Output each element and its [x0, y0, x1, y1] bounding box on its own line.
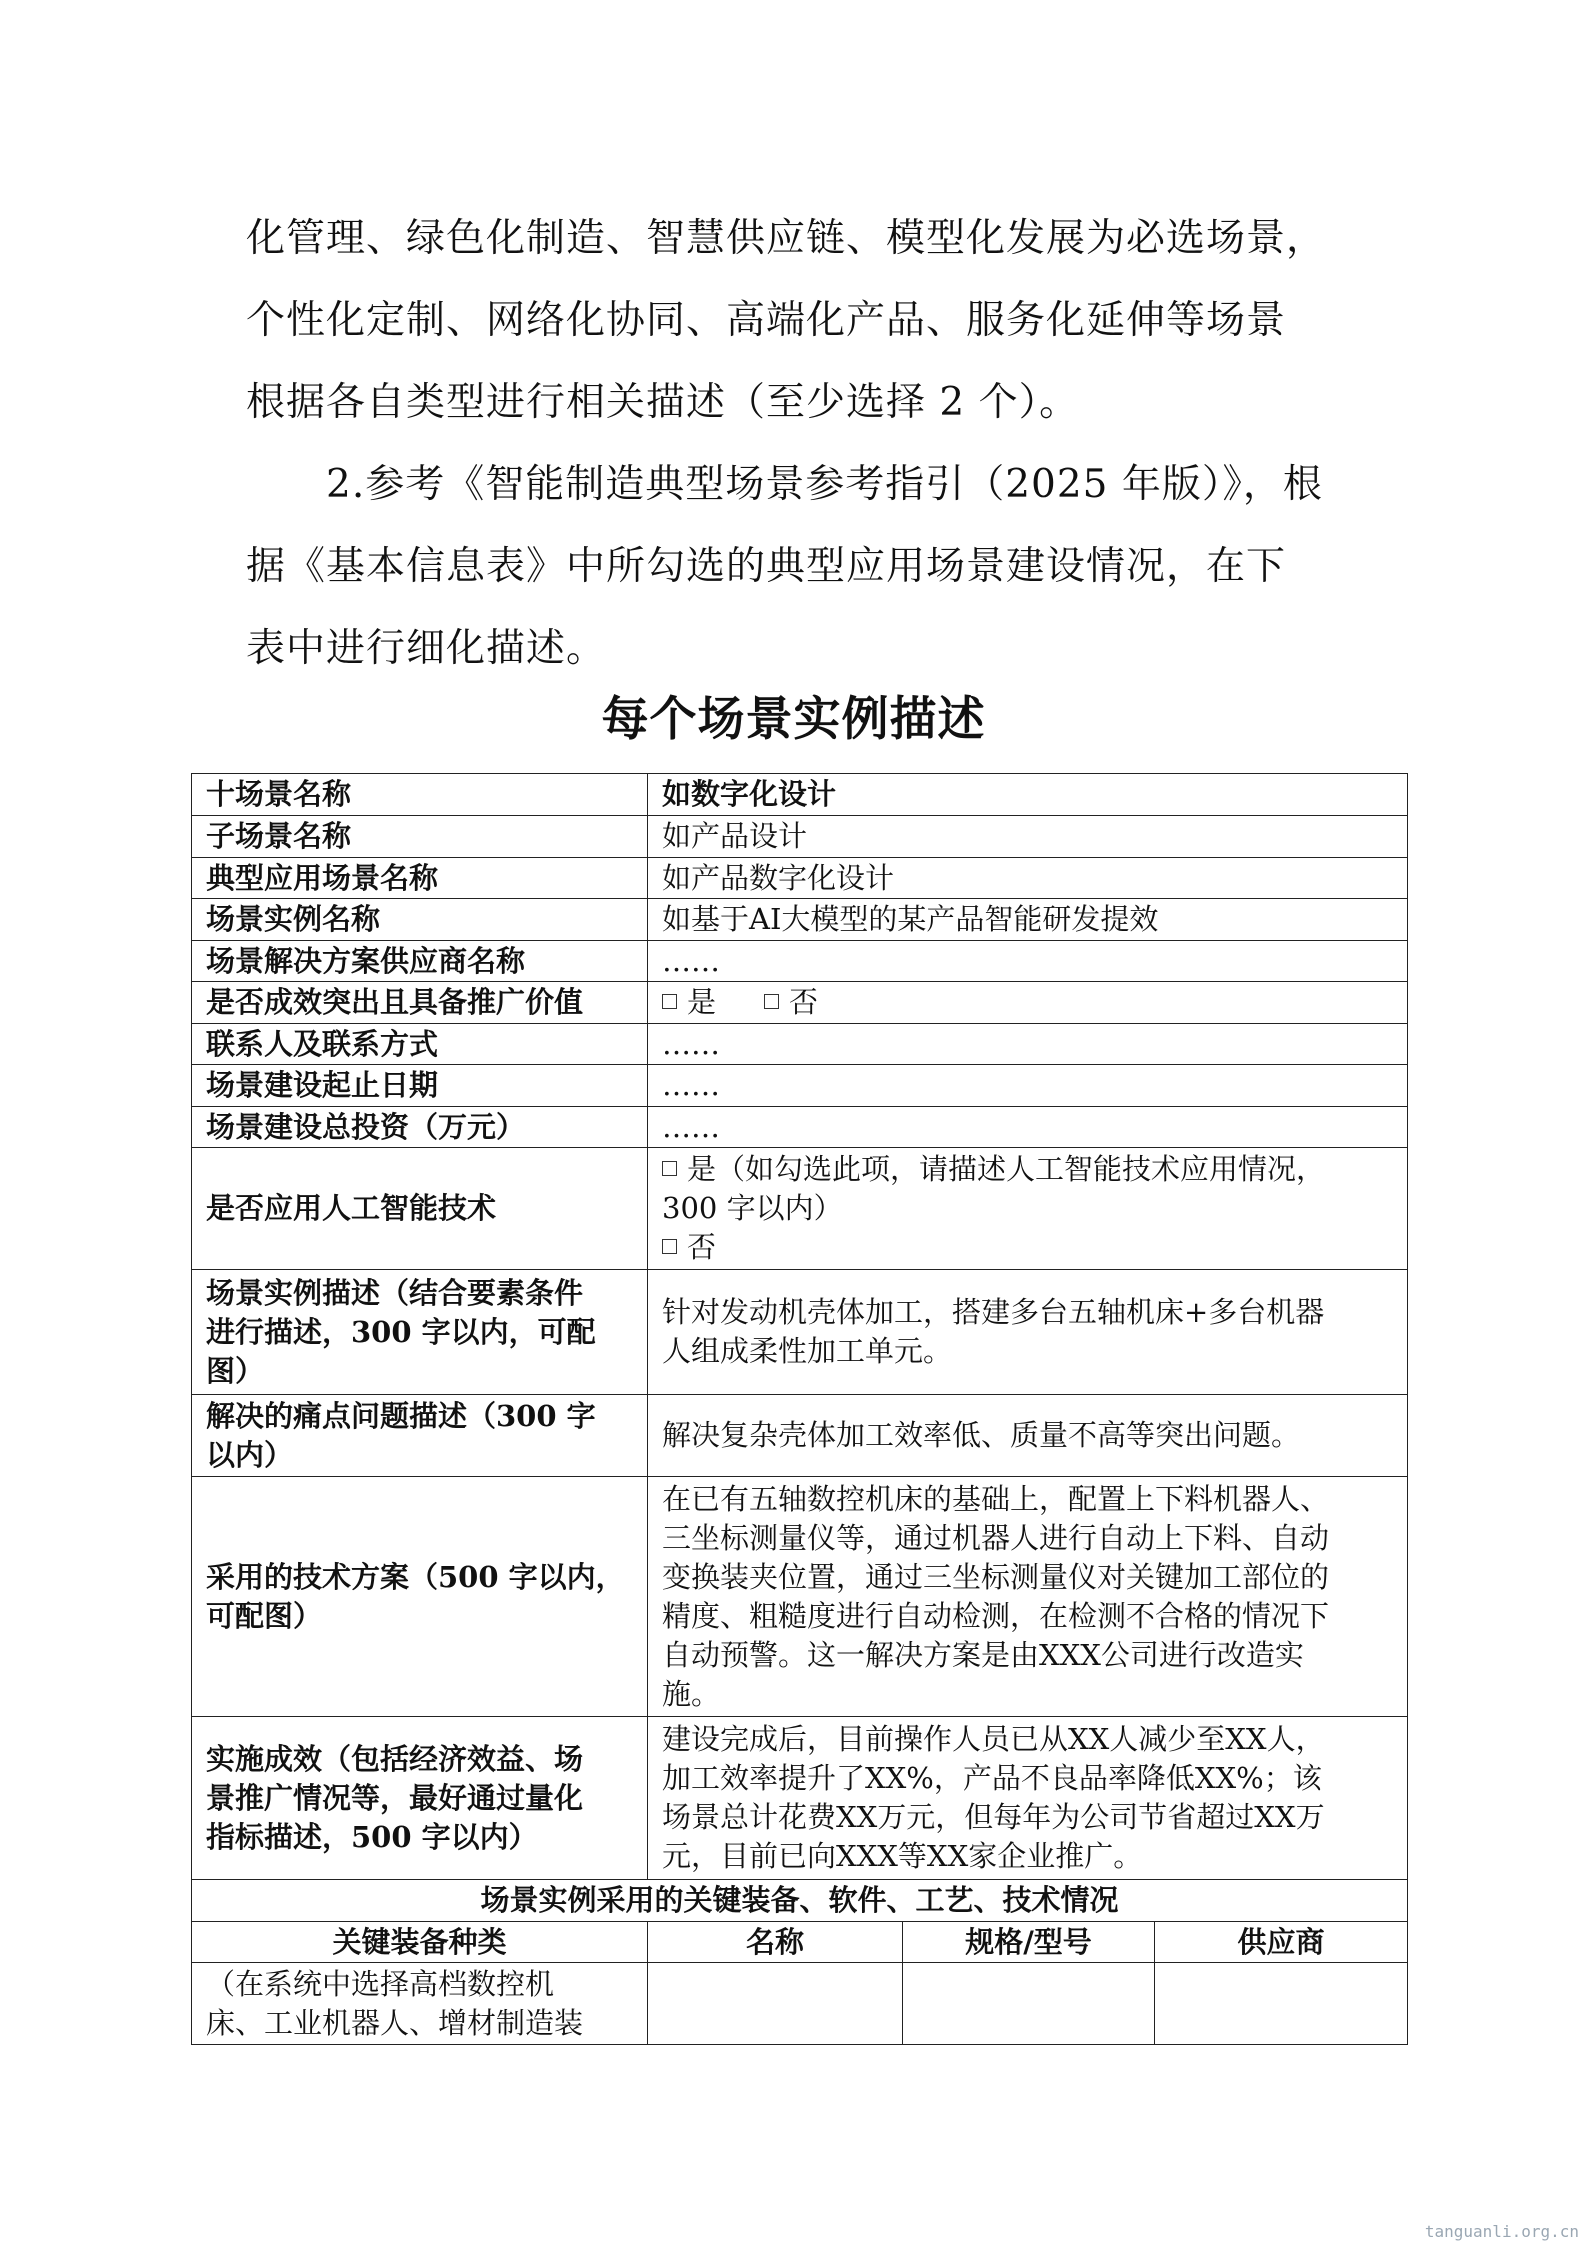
row-label [192, 1717, 648, 1880]
row-label: 场景实例名称 [192, 899, 648, 941]
value-line: 自动预警。这一解决方案是由XXX公司进行改造实 [662, 1637, 1304, 1672]
promotion-options [648, 982, 1408, 1024]
cell-line: 床、工业机器人、增材制造装 [206, 2005, 584, 2040]
row-value[interactable]: 如数字化设计 [648, 774, 1408, 816]
value-line: 建设完成后，目前操作人员已从XX人减少至XX人， [662, 1722, 1325, 1756]
ai-yes-label: 是（如勾选此项，请描述人工智能技术应用情况， [687, 1152, 1326, 1186]
value-line: 精度、粗糙度进行自动检测，在检测不合格的情况下 [662, 1598, 1330, 1633]
row-label: 典型应用场景名称 [192, 858, 648, 899]
table-row [192, 1717, 1408, 1880]
cell-line: （在系统中选择高档数控机 [206, 1966, 555, 2001]
equipment-supplier-cell[interactable] [1155, 1963, 1408, 2045]
row-value[interactable] [648, 1270, 1408, 1395]
label-line: 实施成效（包括经济效益、场 [206, 1741, 584, 1776]
row-label [192, 1395, 648, 1477]
intro-line-3: 根据各自类型进行相关描述（至少选择 2 个）。 [246, 380, 1080, 425]
table-row [192, 941, 1408, 982]
row-value[interactable] [648, 1477, 1408, 1717]
column-header: 规格/型号 [903, 1922, 1155, 1963]
table-row [192, 1107, 1408, 1148]
value-line: 施。 [662, 1676, 721, 1711]
checkbox-no[interactable] [764, 994, 779, 1009]
column-header: 名称 [648, 1922, 903, 1963]
table-header-row [192, 1922, 1408, 1963]
row-label: 场景解决方案供应商名称 [192, 941, 648, 982]
row-label: 子场景名称 [192, 816, 648, 858]
label-line: 指标描述，500 字以内） [206, 1819, 538, 1854]
table-row [192, 899, 1408, 941]
row-value[interactable]: 如产品设计 [648, 816, 1408, 858]
value-line: 场景总计花费XX万元，但每年为公司节省超过XX万 [662, 1800, 1325, 1834]
table-row [192, 1148, 1408, 1270]
row-value[interactable]: …… [648, 1024, 1408, 1065]
table-row [192, 1065, 1408, 1107]
row-label [192, 1477, 648, 1717]
ai-yes-continued: 300 字以内） [662, 1191, 843, 1225]
equipment-name-cell[interactable] [648, 1963, 903, 2045]
table-row [192, 982, 1408, 1024]
table-row [192, 1880, 1408, 1922]
column-header: 关键装备种类 [192, 1922, 648, 1963]
label-line: 景推广情况等，最好通过量化 [206, 1780, 584, 1815]
row-value[interactable]: …… [648, 941, 1408, 982]
checkbox-ai-no[interactable] [662, 1239, 677, 1254]
scenario-table [191, 773, 1408, 2045]
row-value[interactable]: 如基于AI大模型的某产品智能研发提效 [648, 899, 1408, 941]
row-value[interactable]: …… [648, 1107, 1408, 1148]
checkbox-yes[interactable] [662, 994, 677, 1009]
value-line: 针对发动机壳体加工，搭建多台五轴机床+多台机器 [662, 1295, 1325, 1329]
label-line: 可配图） [206, 1598, 323, 1633]
checkbox-ai-yes[interactable] [662, 1161, 677, 1176]
option-no-label: 否 [789, 985, 819, 1019]
intro-line-5: 据《基本信息表》中所勾选的典型应用场景建设情况，在下 [246, 544, 1287, 589]
table-row [192, 816, 1408, 858]
intro-line-4: 2.参考《智能制造典型场景参考指引（2025 年版）》，根 [246, 462, 1323, 507]
row-label: 场景建设总投资（万元） [192, 1107, 648, 1148]
row-label [192, 1270, 648, 1395]
equipment-section-title: 场景实例采用的关键装备、软件、工艺、技术情况 [192, 1880, 1408, 1922]
table-row [192, 858, 1408, 899]
table-row [192, 1270, 1408, 1395]
row-label: 十场景名称 [192, 774, 648, 816]
label-line: 采用的技术方案（500 字以内， [206, 1559, 625, 1594]
label-line: 图） [206, 1353, 265, 1388]
row-label: 场景建设起止日期 [192, 1065, 648, 1107]
row-value[interactable] [648, 1717, 1408, 1880]
label-line: 进行描述，300 字以内，可配 [206, 1314, 596, 1349]
value-line: 元，目前已向XXX等XX家企业推广。 [662, 1839, 1143, 1873]
row-label: 是否成效突出且具备推广价值 [192, 982, 648, 1024]
label-line: 场景实例描述（结合要素条件 [206, 1275, 584, 1310]
label-line: 解决的痛点问题描述（300 字 [206, 1398, 596, 1433]
watermark: tanguanli.org.cn [1424, 2222, 1579, 2241]
value-line: 加工效率提升了XX%，产品不良品率降低XX%；该 [662, 1761, 1322, 1795]
row-value[interactable]: 解决复杂壳体加工效率低、质量不高等突出问题。 [648, 1395, 1408, 1477]
column-header: 供应商 [1155, 1922, 1408, 1963]
label-line: 以内） [206, 1437, 294, 1472]
table-row [192, 1395, 1408, 1477]
value-line: 三坐标测量仪等，通过机器人进行自动上下料、自动 [662, 1520, 1330, 1555]
value-line: 在已有五轴数控机床的基础上，配置上下料机器人、 [662, 1481, 1330, 1516]
table-row [192, 1024, 1408, 1065]
intro-line-6: 表中进行细化描述。 [246, 626, 607, 671]
row-label: 是否应用人工智能技术 [192, 1148, 648, 1270]
table-row [192, 1963, 1408, 2045]
row-value[interactable]: …… [648, 1065, 1408, 1107]
value-line: 变换装夹位置，通过三坐标测量仪对关键加工部位的 [662, 1559, 1330, 1594]
section-title: 每个场景实例描述 [601, 692, 986, 747]
table-row [192, 774, 1408, 816]
table-row [192, 1477, 1408, 1717]
intro-line-1: 化管理、绿色化制造、智慧供应链、模型化发展为必选场景， [246, 216, 1327, 261]
ai-options [648, 1148, 1408, 1270]
equipment-model-cell[interactable] [903, 1963, 1155, 2045]
ai-no-label: 否 [687, 1230, 717, 1264]
value-line: 人组成柔性加工单元。 [662, 1334, 953, 1368]
option-yes-label: 是 [687, 985, 717, 1019]
equipment-type-cell[interactable] [192, 1963, 648, 2045]
intro-line-2: 个性化定制、网络化协同、高端化产品、服务化延伸等场景 [246, 298, 1287, 343]
row-value[interactable]: 如产品数字化设计 [648, 858, 1408, 899]
row-label: 联系人及联系方式 [192, 1024, 648, 1065]
